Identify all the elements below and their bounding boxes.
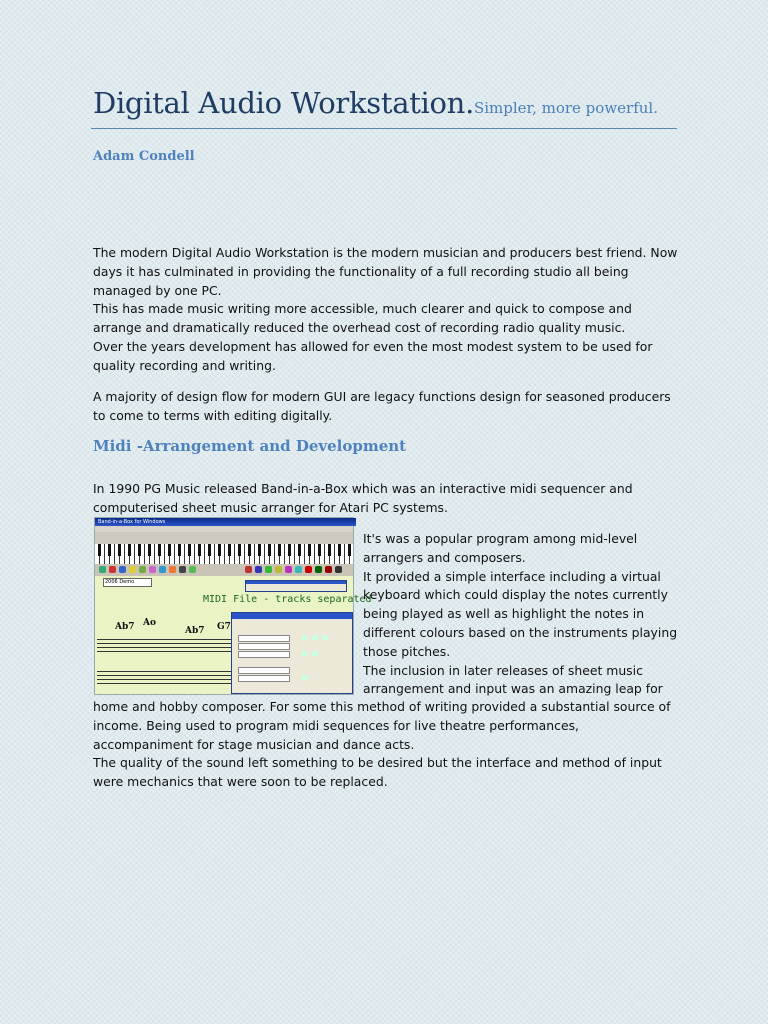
continuation-paragraph-1: home and hobby composer. For some this method of writing provided a substantial source of income. Being used to program midi sequences for live theatre performances, accompaniment for stage musician and dance acts. <box>93 699 671 752</box>
toolbar-icon <box>139 566 146 573</box>
toolbar-icon <box>295 566 302 573</box>
screenshot-window-title: Band-in-a-Box for Windows <box>95 518 356 526</box>
intro-paragraph-2: This has made music writing more accessible, much clearer and quick to compose and arrange and dramatically reduced the overhead cost of recording radio quality music. <box>93 301 632 336</box>
intro-block-2 <box>93 388 679 426</box>
section-paragraph-1: In 1990 PG Music released Band-in-a-Box which was an interactive midi sequencer and computerised sheet music arranger for Atari PC systems. <box>93 481 633 515</box>
screenshot-chord: Ab7 <box>115 622 135 632</box>
toolbar-icon <box>245 566 252 573</box>
dialog-cell <box>312 635 318 640</box>
toolbar-icon <box>149 566 156 573</box>
toolbar-icon <box>335 566 342 573</box>
screenshot-chord: Ab7 <box>185 626 205 636</box>
dialog-cell <box>302 635 308 640</box>
toolbar-icon <box>179 566 186 573</box>
dialog-row <box>238 651 290 658</box>
wrap-paragraph-3: The inclusion in later releases of sheet music arrangement and input was an amazing leap for <box>363 662 663 697</box>
toolbar-icon <box>119 566 126 573</box>
toolbar-icon <box>159 566 166 573</box>
toolbar-icon <box>315 566 322 573</box>
dialog-row <box>238 643 290 650</box>
screenshot-dialog-title <box>232 613 352 619</box>
screenshot-toolbar <box>95 532 353 544</box>
band-in-a-box-screenshot <box>94 517 372 695</box>
toolbar-icon <box>265 566 272 573</box>
author-name: Adam Condell <box>93 149 195 164</box>
screenshot-dialog <box>231 612 353 694</box>
screenshot-iconbar <box>95 564 353 576</box>
toolbar-icon <box>109 566 116 573</box>
section-paragraph-1-block <box>93 480 679 518</box>
title-main: Digital Audio Workstation. <box>93 86 474 120</box>
toolbar-icon <box>275 566 282 573</box>
section-wrap-block <box>363 530 683 699</box>
title-divider <box>91 128 677 129</box>
screenshot-chord: Ao <box>143 618 156 628</box>
title-subtitle: Simpler, more powerful. <box>473 99 658 117</box>
screenshot-midi-label: MIDI File - tracks separated <box>203 594 372 605</box>
dialog-cell <box>312 651 318 656</box>
toolbar-icon <box>129 566 136 573</box>
toolbar-icon <box>285 566 292 573</box>
screenshot-black-keys <box>95 544 353 556</box>
toolbar-icon <box>169 566 176 573</box>
intro-paragraph-1: The modern Digital Audio Workstation is the modern musician and producers best friend. Now days it has culminated in providing the functionality of a full recording studio all being managed by one PC. <box>93 245 678 298</box>
dialog-cell <box>302 651 308 656</box>
screenshot-chord: G7 <box>217 622 231 632</box>
intro-paragraph-4: A majority of design flow for modern GUI are legacy functions design for seasoned producers to come to terms with editing digitally. <box>93 389 671 423</box>
continuation-paragraph-2: The quality of the sound left something to be desired but the interface and method of input were mechanics that were soon to be replaced. <box>93 755 662 790</box>
wrap-paragraph-2: It provided a simple interface including a virtual keyboard which could display the notes currently being played as well as highlight the notes in different colours based on the instruments playing those pitches. <box>363 568 678 659</box>
dialog-row <box>238 667 290 674</box>
dialog-cell <box>302 675 308 680</box>
toolbar-icon <box>189 566 196 573</box>
toolbar-icon <box>255 566 262 573</box>
section-heading: Midi -Arrangement and Development <box>93 437 407 455</box>
document-title <box>93 86 658 120</box>
intro-paragraph-3: Over the years development has allowed for even the most modest system to be used for quality recording and writing. <box>93 338 653 373</box>
dialog-cell <box>322 635 328 640</box>
dialog-row <box>238 675 290 682</box>
screenshot-small-window <box>245 580 347 592</box>
wrap-paragraph-1: It's was a popular program among mid-level arrangers and composers. <box>363 531 638 565</box>
toolbar-icon <box>99 566 106 573</box>
screenshot-song-box: 2006 Demo <box>103 578 152 587</box>
toolbar-icon <box>325 566 332 573</box>
toolbar-icon <box>305 566 312 573</box>
section-continuation-block <box>93 698 679 792</box>
intro-block <box>93 244 679 376</box>
dialog-row <box>238 635 290 642</box>
